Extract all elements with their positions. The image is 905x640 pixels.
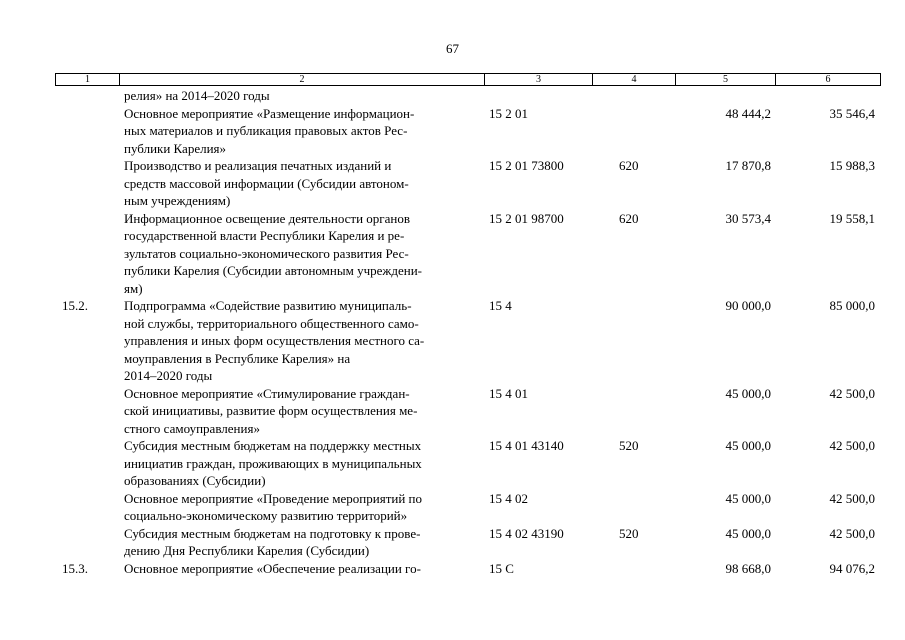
row-name [124, 385, 476, 438]
row-code: 15 2 01 73800 [489, 158, 564, 173]
header-col-3: 3 [485, 74, 593, 85]
row-name-line: инициатив граждан, проживающих в муниципальных [124, 455, 422, 471]
row-name-line: управления и иных форм осуществления местного са- [124, 333, 425, 348]
row-name-line: Основное мероприятие «Размещение информацион- [124, 105, 415, 121]
row-name-line: стного самоуправления» [124, 420, 260, 436]
header-col-1: 1 [56, 74, 120, 85]
row-value-col5: 48 444,2 [725, 105, 771, 121]
header-col-4: 4 [593, 74, 676, 85]
header-col-6: 6 [825, 74, 831, 85]
row-name-line: Основное мероприятие «Обеспечение реализации го- [124, 560, 421, 576]
row-name-line: Основное мероприятие «Стимулирование граждан- [124, 385, 410, 401]
row-value-col6: 19 558,1 [829, 210, 875, 226]
row-name-line: моуправления в Республике Карелия» на [124, 350, 351, 366]
row-name-line: Информационное освещение деятельности органов [124, 210, 410, 226]
row-name [124, 210, 476, 298]
page-number: 67 [446, 41, 459, 56]
row-name [124, 437, 476, 490]
row-name [124, 157, 476, 210]
row-value-col5: 45 000,0 [725, 385, 771, 401]
row-value-col6: 15 988,3 [829, 158, 875, 173]
row-code: 15 2 01 [489, 105, 528, 121]
row-value-col5: 45 000,0 [725, 490, 771, 506]
row-name-line: Субсидия местным бюджетам на подготовку к прове- [124, 525, 421, 541]
row-number: 15.2. [62, 298, 88, 313]
row-name-line: публики Карелия (Субсидии автономным учреждени- [124, 263, 422, 278]
row-value-col6: 85 000,0 [829, 298, 875, 313]
row-value-col6: 42 500,0 [829, 438, 875, 453]
row-code: 15 4 01 43140 [489, 438, 564, 453]
row-name-line: средств массовой информации (Субсидии автоном- [124, 175, 409, 191]
row-value-col5: 17 870,8 [725, 158, 771, 173]
row-value-col5: 45 000,0 [725, 438, 771, 453]
row-name-line: зультатов социально-экономического развития Рес- [124, 245, 409, 261]
row-name [124, 105, 476, 158]
row-code: 15 4 02 43190 [489, 525, 564, 541]
row-name [124, 525, 476, 560]
row-name-line: Основное мероприятие «Проведение мероприятий по [124, 490, 422, 506]
row-name-line: ных материалов и публикация правовых актов Рес- [124, 123, 408, 138]
row-value-col5: 30 573,4 [725, 210, 771, 226]
row-name [124, 87, 476, 105]
row-name-line: ной службы, территориального общественного само- [124, 315, 419, 331]
row-code: 15 4 [489, 298, 512, 313]
row-name-line: Подпрограмма «Содействие развитию муниципаль- [124, 298, 412, 313]
row-name-line: релия» на 2014–2020 годы [124, 88, 270, 103]
row-value-col5: 45 000,0 [725, 525, 771, 541]
row-number: 15.3. [62, 560, 88, 576]
row-expense-type: 620 [619, 158, 639, 173]
row-expense-type: 520 [619, 438, 639, 453]
row-expense-type: 520 [619, 525, 639, 541]
row-name [124, 560, 476, 578]
row-name-line: 2014–2020 годы [124, 368, 213, 383]
row-name-line: образованиях (Субсидии) [124, 473, 266, 488]
row-name-line: ской инициативы, развитие форм осуществления ме- [124, 403, 418, 418]
row-value-col5: 90 000,0 [725, 298, 771, 313]
row-expense-type: 620 [619, 210, 639, 226]
row-code: 15 С [489, 560, 514, 576]
row-code: 15 2 01 98700 [489, 210, 564, 226]
row-name-line: публики Карелия» [124, 140, 227, 156]
row-code: 15 4 01 [489, 385, 528, 401]
row-value-col6: 42 500,0 [829, 385, 875, 401]
row-name-line: государственной власти Республики Карелия и ре- [124, 228, 405, 243]
row-value-col6: 94 076,2 [829, 560, 875, 576]
row-name-line: социально-экономическому развитию территорий» [124, 508, 408, 523]
row-name-line: ным учреждениям) [124, 193, 231, 208]
header-col-2: 2 [120, 74, 485, 85]
row-name-line: Производство и реализация печатных изданий и [124, 158, 392, 173]
row-name-line: Субсидия местным бюджетам на поддержку местных [124, 438, 422, 453]
row-name-line: дению Дня Республики Карелия (Субсидии) [124, 543, 370, 558]
row-value-col5: 98 668,0 [725, 560, 771, 576]
row-value-col6: 42 500,0 [829, 490, 875, 506]
row-name [124, 297, 476, 385]
row-code: 15 4 02 [489, 490, 528, 506]
row-value-col6: 42 500,0 [829, 525, 875, 541]
header-col-5: 5 [676, 74, 776, 85]
row-name-line: ям) [124, 280, 143, 296]
row-name [124, 490, 476, 525]
row-value-col6: 35 546,4 [829, 105, 875, 121]
table-header [55, 73, 881, 86]
